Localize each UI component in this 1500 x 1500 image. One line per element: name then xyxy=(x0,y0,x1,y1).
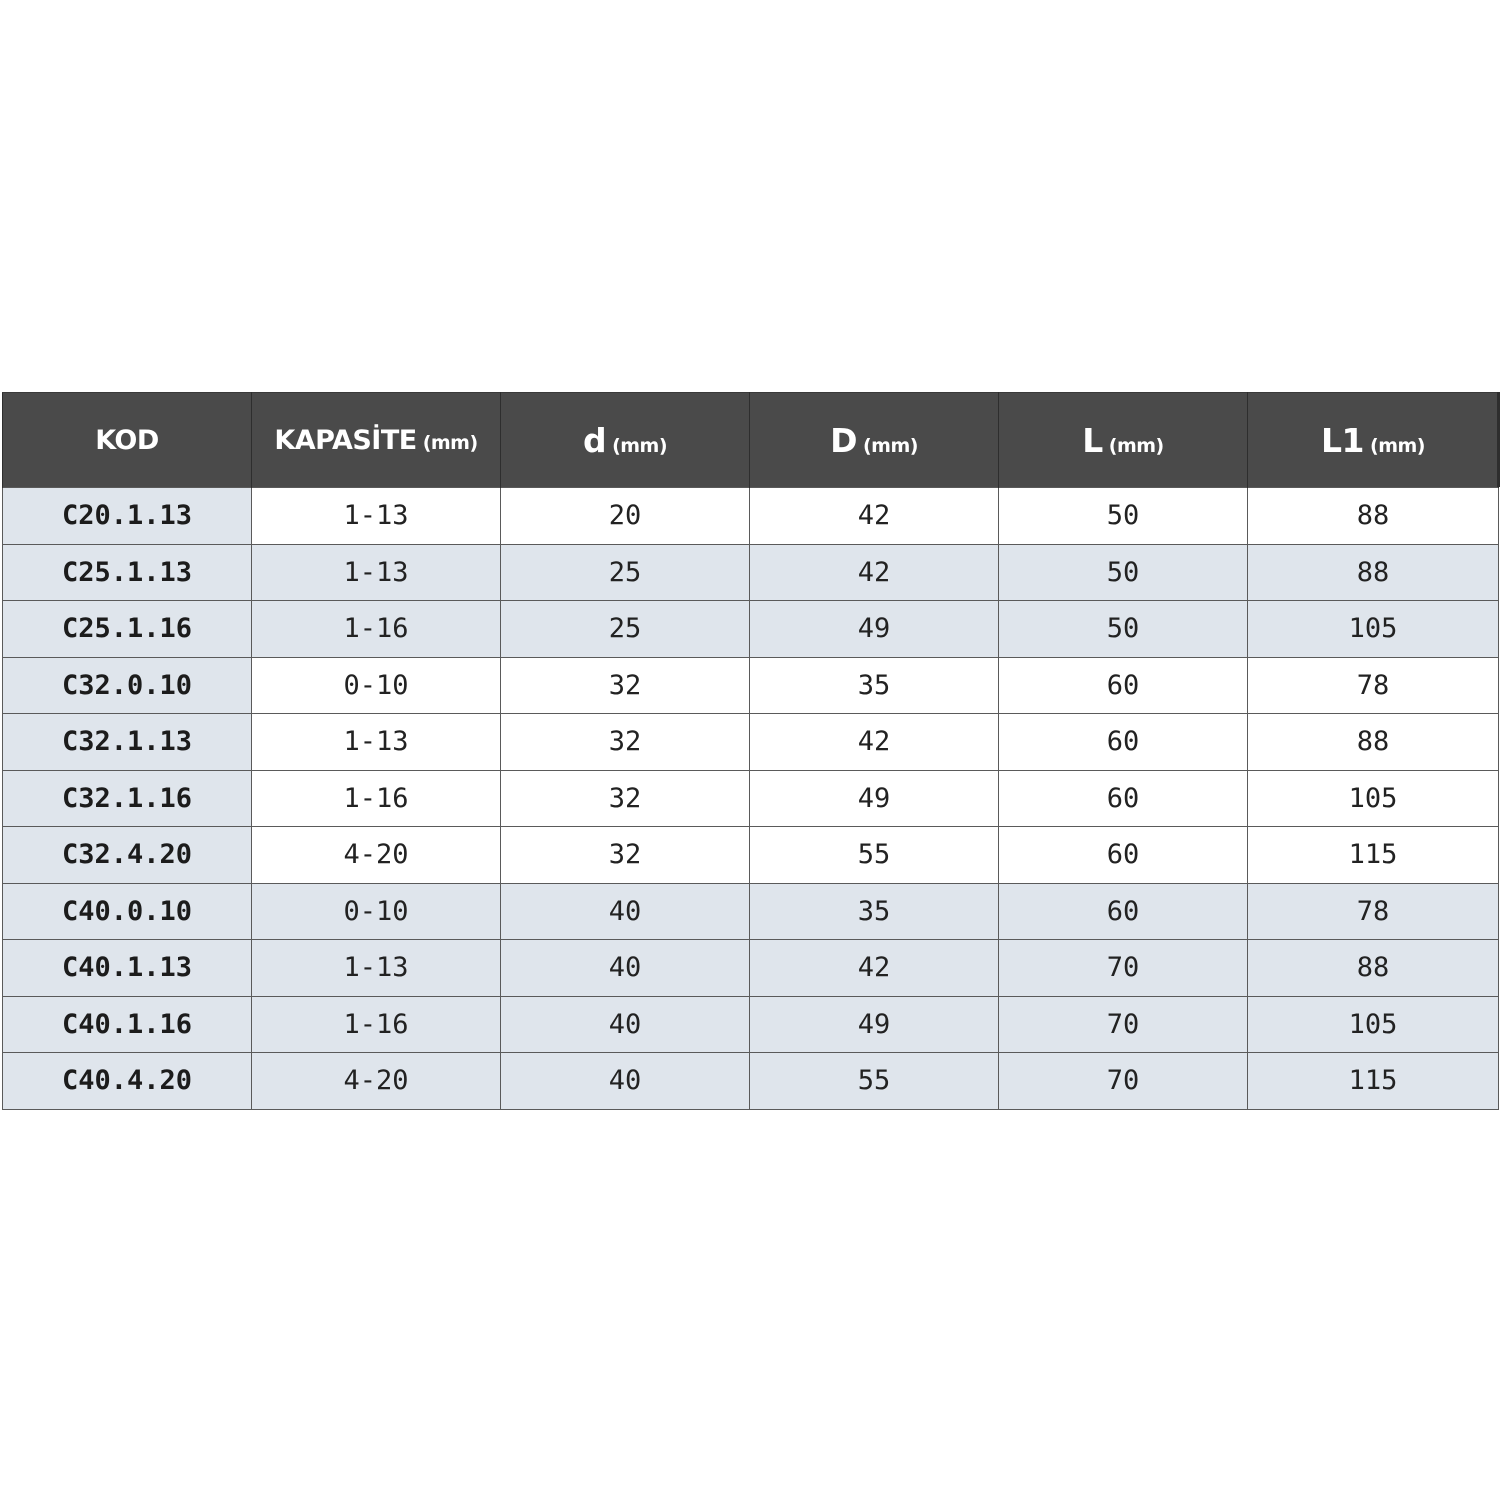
cell-L: 60 xyxy=(999,827,1248,884)
cell-D: 55 xyxy=(750,1053,999,1110)
cell-D: 42 xyxy=(750,488,999,545)
cell-L: 70 xyxy=(999,940,1248,997)
table-row xyxy=(3,996,1499,1053)
cell-kapasite: 4-20 xyxy=(252,1053,501,1110)
cell-D: 42 xyxy=(750,940,999,997)
header-kod: KOD xyxy=(3,393,252,488)
cell-kapasite: 1-16 xyxy=(252,996,501,1053)
cell-kapasite: 1-13 xyxy=(252,940,501,997)
cell-kapasite: 0-10 xyxy=(252,883,501,940)
cell-L1: 105 xyxy=(1248,770,1499,827)
cell-L: 60 xyxy=(999,657,1248,714)
cell-d: 40 xyxy=(501,940,750,997)
table-row xyxy=(3,770,1499,827)
header-d-unit: (mm) xyxy=(612,434,668,457)
cell-kapasite: 1-13 xyxy=(252,714,501,771)
cell-D: 49 xyxy=(750,601,999,658)
cell-L1: 88 xyxy=(1248,940,1499,997)
cell-L1: 105 xyxy=(1248,996,1499,1053)
cell-L1: 115 xyxy=(1248,1053,1499,1110)
table-row xyxy=(3,657,1499,714)
cell-d: 32 xyxy=(501,714,750,771)
header-kapasite-unit: (mm) xyxy=(422,431,478,454)
cell-L1: 105 xyxy=(1248,601,1499,658)
cell-d: 32 xyxy=(501,770,750,827)
cell-kod: C40.0.10 xyxy=(3,883,252,940)
cell-kod: C40.4.20 xyxy=(3,1053,252,1110)
cell-L: 50 xyxy=(999,488,1248,545)
cell-L: 60 xyxy=(999,883,1248,940)
header-L-unit: (mm) xyxy=(1108,434,1164,457)
cell-d: 32 xyxy=(501,657,750,714)
header-L1-unit: (mm) xyxy=(1370,434,1425,457)
cell-L: 70 xyxy=(999,996,1248,1053)
cell-D: 55 xyxy=(750,827,999,884)
cell-kod: C20.1.13 xyxy=(3,488,252,545)
cell-kapasite: 1-13 xyxy=(252,488,501,545)
table-row xyxy=(3,544,1499,601)
cell-L: 60 xyxy=(999,714,1248,771)
table-row xyxy=(3,1053,1499,1110)
cell-kapasite: 4-20 xyxy=(252,827,501,884)
cell-L1: 115 xyxy=(1248,827,1499,884)
cell-L1: 78 xyxy=(1248,883,1499,940)
cell-D: 42 xyxy=(750,544,999,601)
cell-D: 42 xyxy=(750,714,999,771)
cell-kapasite: 1-16 xyxy=(252,601,501,658)
cell-kod: C25.1.13 xyxy=(3,544,252,601)
header-d: d (mm) xyxy=(501,393,750,488)
cell-L: 60 xyxy=(999,770,1248,827)
cell-kod: C32.1.13 xyxy=(3,714,252,771)
cell-kapasite: 1-13 xyxy=(252,544,501,601)
header-D-unit: (mm) xyxy=(862,434,918,457)
cell-L: 50 xyxy=(999,601,1248,658)
header-kapasite: KAPASİTE (mm) xyxy=(252,393,501,488)
cell-kod: C40.1.13 xyxy=(3,940,252,997)
header-L1: L1 (mm) xyxy=(1248,393,1499,488)
cell-kod: C40.1.16 xyxy=(3,996,252,1053)
table-row xyxy=(3,601,1499,658)
cell-L1: 88 xyxy=(1248,488,1499,545)
cell-kod: C32.4.20 xyxy=(3,827,252,884)
cell-L1: 78 xyxy=(1248,657,1499,714)
cell-kod: C32.1.16 xyxy=(3,770,252,827)
header-L: L (mm) xyxy=(999,393,1248,488)
cell-d: 40 xyxy=(501,996,750,1053)
cell-d: 32 xyxy=(501,827,750,884)
table-row xyxy=(3,714,1499,771)
cell-kod: C32.0.10 xyxy=(3,657,252,714)
cell-D: 35 xyxy=(750,657,999,714)
cell-L: 50 xyxy=(999,544,1248,601)
cell-L1: 88 xyxy=(1248,714,1499,771)
header-D: D (mm) xyxy=(750,393,999,488)
cell-D: 49 xyxy=(750,770,999,827)
spec-table xyxy=(2,392,1499,1110)
cell-d: 20 xyxy=(501,488,750,545)
table-row xyxy=(3,827,1499,884)
cell-D: 49 xyxy=(750,996,999,1053)
cell-D: 35 xyxy=(750,883,999,940)
table-row xyxy=(3,940,1499,997)
cell-L1: 88 xyxy=(1248,544,1499,601)
cell-kapasite: 0-10 xyxy=(252,657,501,714)
cell-d: 40 xyxy=(501,1053,750,1110)
table-row xyxy=(3,488,1499,545)
header-row xyxy=(3,393,1499,488)
cell-d: 40 xyxy=(501,883,750,940)
cell-kapasite: 1-16 xyxy=(252,770,501,827)
cell-kod: C25.1.16 xyxy=(3,601,252,658)
table-row xyxy=(3,883,1499,940)
cell-L: 70 xyxy=(999,1053,1248,1110)
cell-d: 25 xyxy=(501,601,750,658)
cell-d: 25 xyxy=(501,544,750,601)
